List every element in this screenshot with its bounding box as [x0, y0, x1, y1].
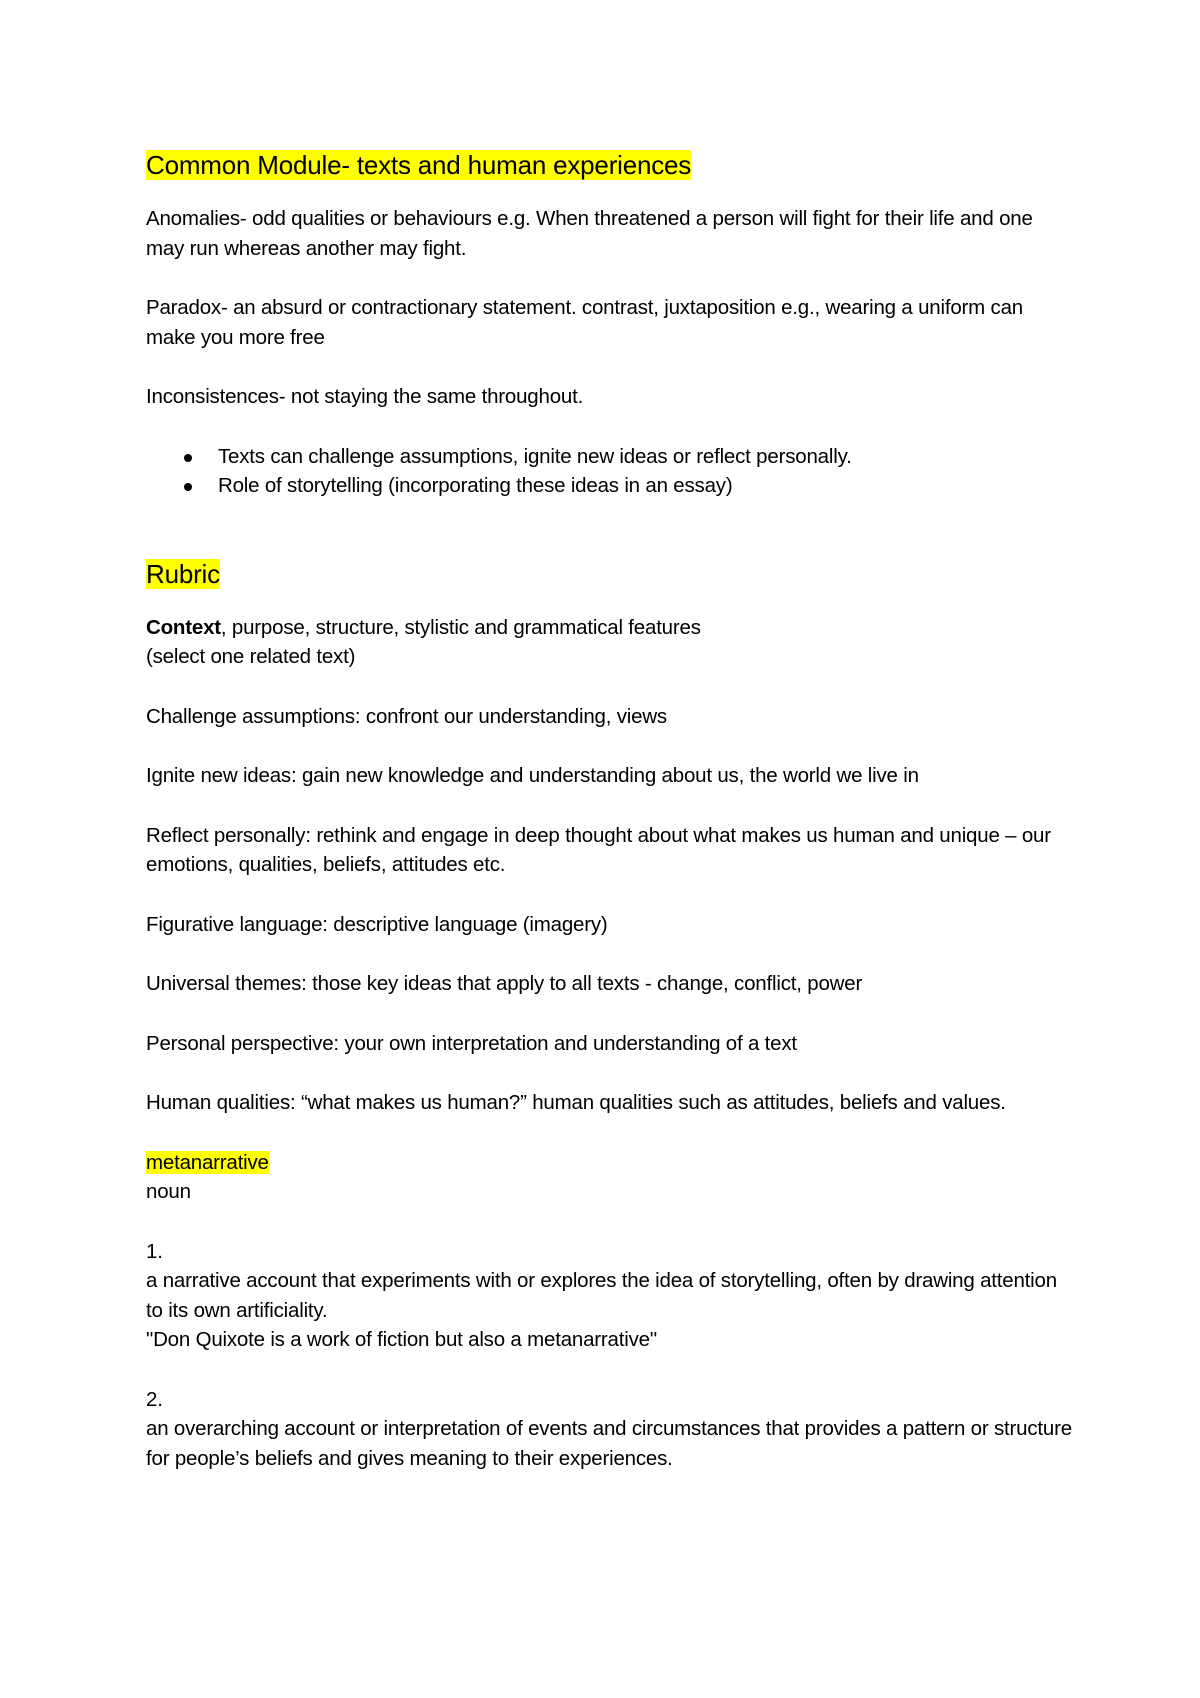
- bullet-text: Role of storytelling (incorporating these ideas in an essay): [218, 474, 733, 497]
- context-bold: Context: [146, 615, 221, 639]
- figurative-language: Figurative language: descriptive language (imagery): [146, 912, 608, 936]
- challenge-assumptions: Challenge assumptions: confront our understanding, views: [146, 704, 667, 728]
- heading-highlight: Common Module- texts and human experiences: [146, 150, 692, 180]
- sense-number: 1.: [146, 1239, 163, 1263]
- section-heading-rubric: [146, 555, 1076, 593]
- ignite-new-ideas: Ignite new ideas: gain new knowledge and understanding about us, the world we live in: [146, 764, 919, 787]
- select-note: (select one related text): [146, 645, 356, 668]
- sense-text: a narrative account that experiments with or explores the idea of storytelling, often by drawing attention to its own artificiality.: [146, 1269, 1057, 1322]
- inconsistences-definition: Inconsistences- not staying the same throughout.: [146, 385, 584, 408]
- heading-highlight: Rubric: [146, 558, 220, 589]
- context-rest: , purpose, structure, stylistic and grammatical features: [220, 615, 701, 639]
- personal-perspective: Personal perspective: your own interpretation and understanding of a text: [146, 1031, 797, 1055]
- list-item: [146, 471, 1076, 501]
- document-page: [146, 146, 1076, 1473]
- term-highlight: metanarrative: [146, 1150, 269, 1174]
- sense-text: an overarching account or interpretation of events and circumstances that provides a pattern or structure for people’s beliefs and gives meaning to their experiences.: [146, 1417, 1072, 1470]
- bullet-list: [146, 442, 1076, 501]
- list-item: [146, 442, 1076, 472]
- bullet-icon: [184, 454, 192, 462]
- human-qualities: Human qualities: “what makes us human?” human qualities such as attitudes, beliefs and values.: [146, 1091, 1006, 1114]
- bullet-icon: [184, 483, 192, 491]
- bullet-text: Texts can challenge assumptions, ignite new ideas or reflect personally.: [218, 444, 852, 468]
- anomalies-definition: Anomalies- odd qualities or behaviours e.g. When threatened a person will fight for their life and one may run whereas another may fight.: [146, 207, 1033, 260]
- universal-themes: Universal themes: those key ideas that apply to all texts - change, conflict, power: [146, 972, 863, 995]
- reflect-personally: Reflect personally: rethink and engage in deep thought about what makes us human and unique – our emotions, qualities, beliefs, attitudes etc.: [146, 823, 1051, 876]
- section-heading-common-module: [146, 146, 1076, 184]
- sense-number: 2.: [146, 1387, 163, 1411]
- context-line: [146, 613, 1076, 643]
- part-of-speech: noun: [146, 1180, 191, 1203]
- definition-term: [146, 1148, 1076, 1178]
- paradox-definition: Paradox- an absurd or contractionary statement. contrast, juxtaposition e.g., wearing a uniform can make you more free: [146, 296, 1023, 349]
- sense-example: "Don Quixote is a work of fiction but also a metanarrative": [146, 1328, 657, 1351]
